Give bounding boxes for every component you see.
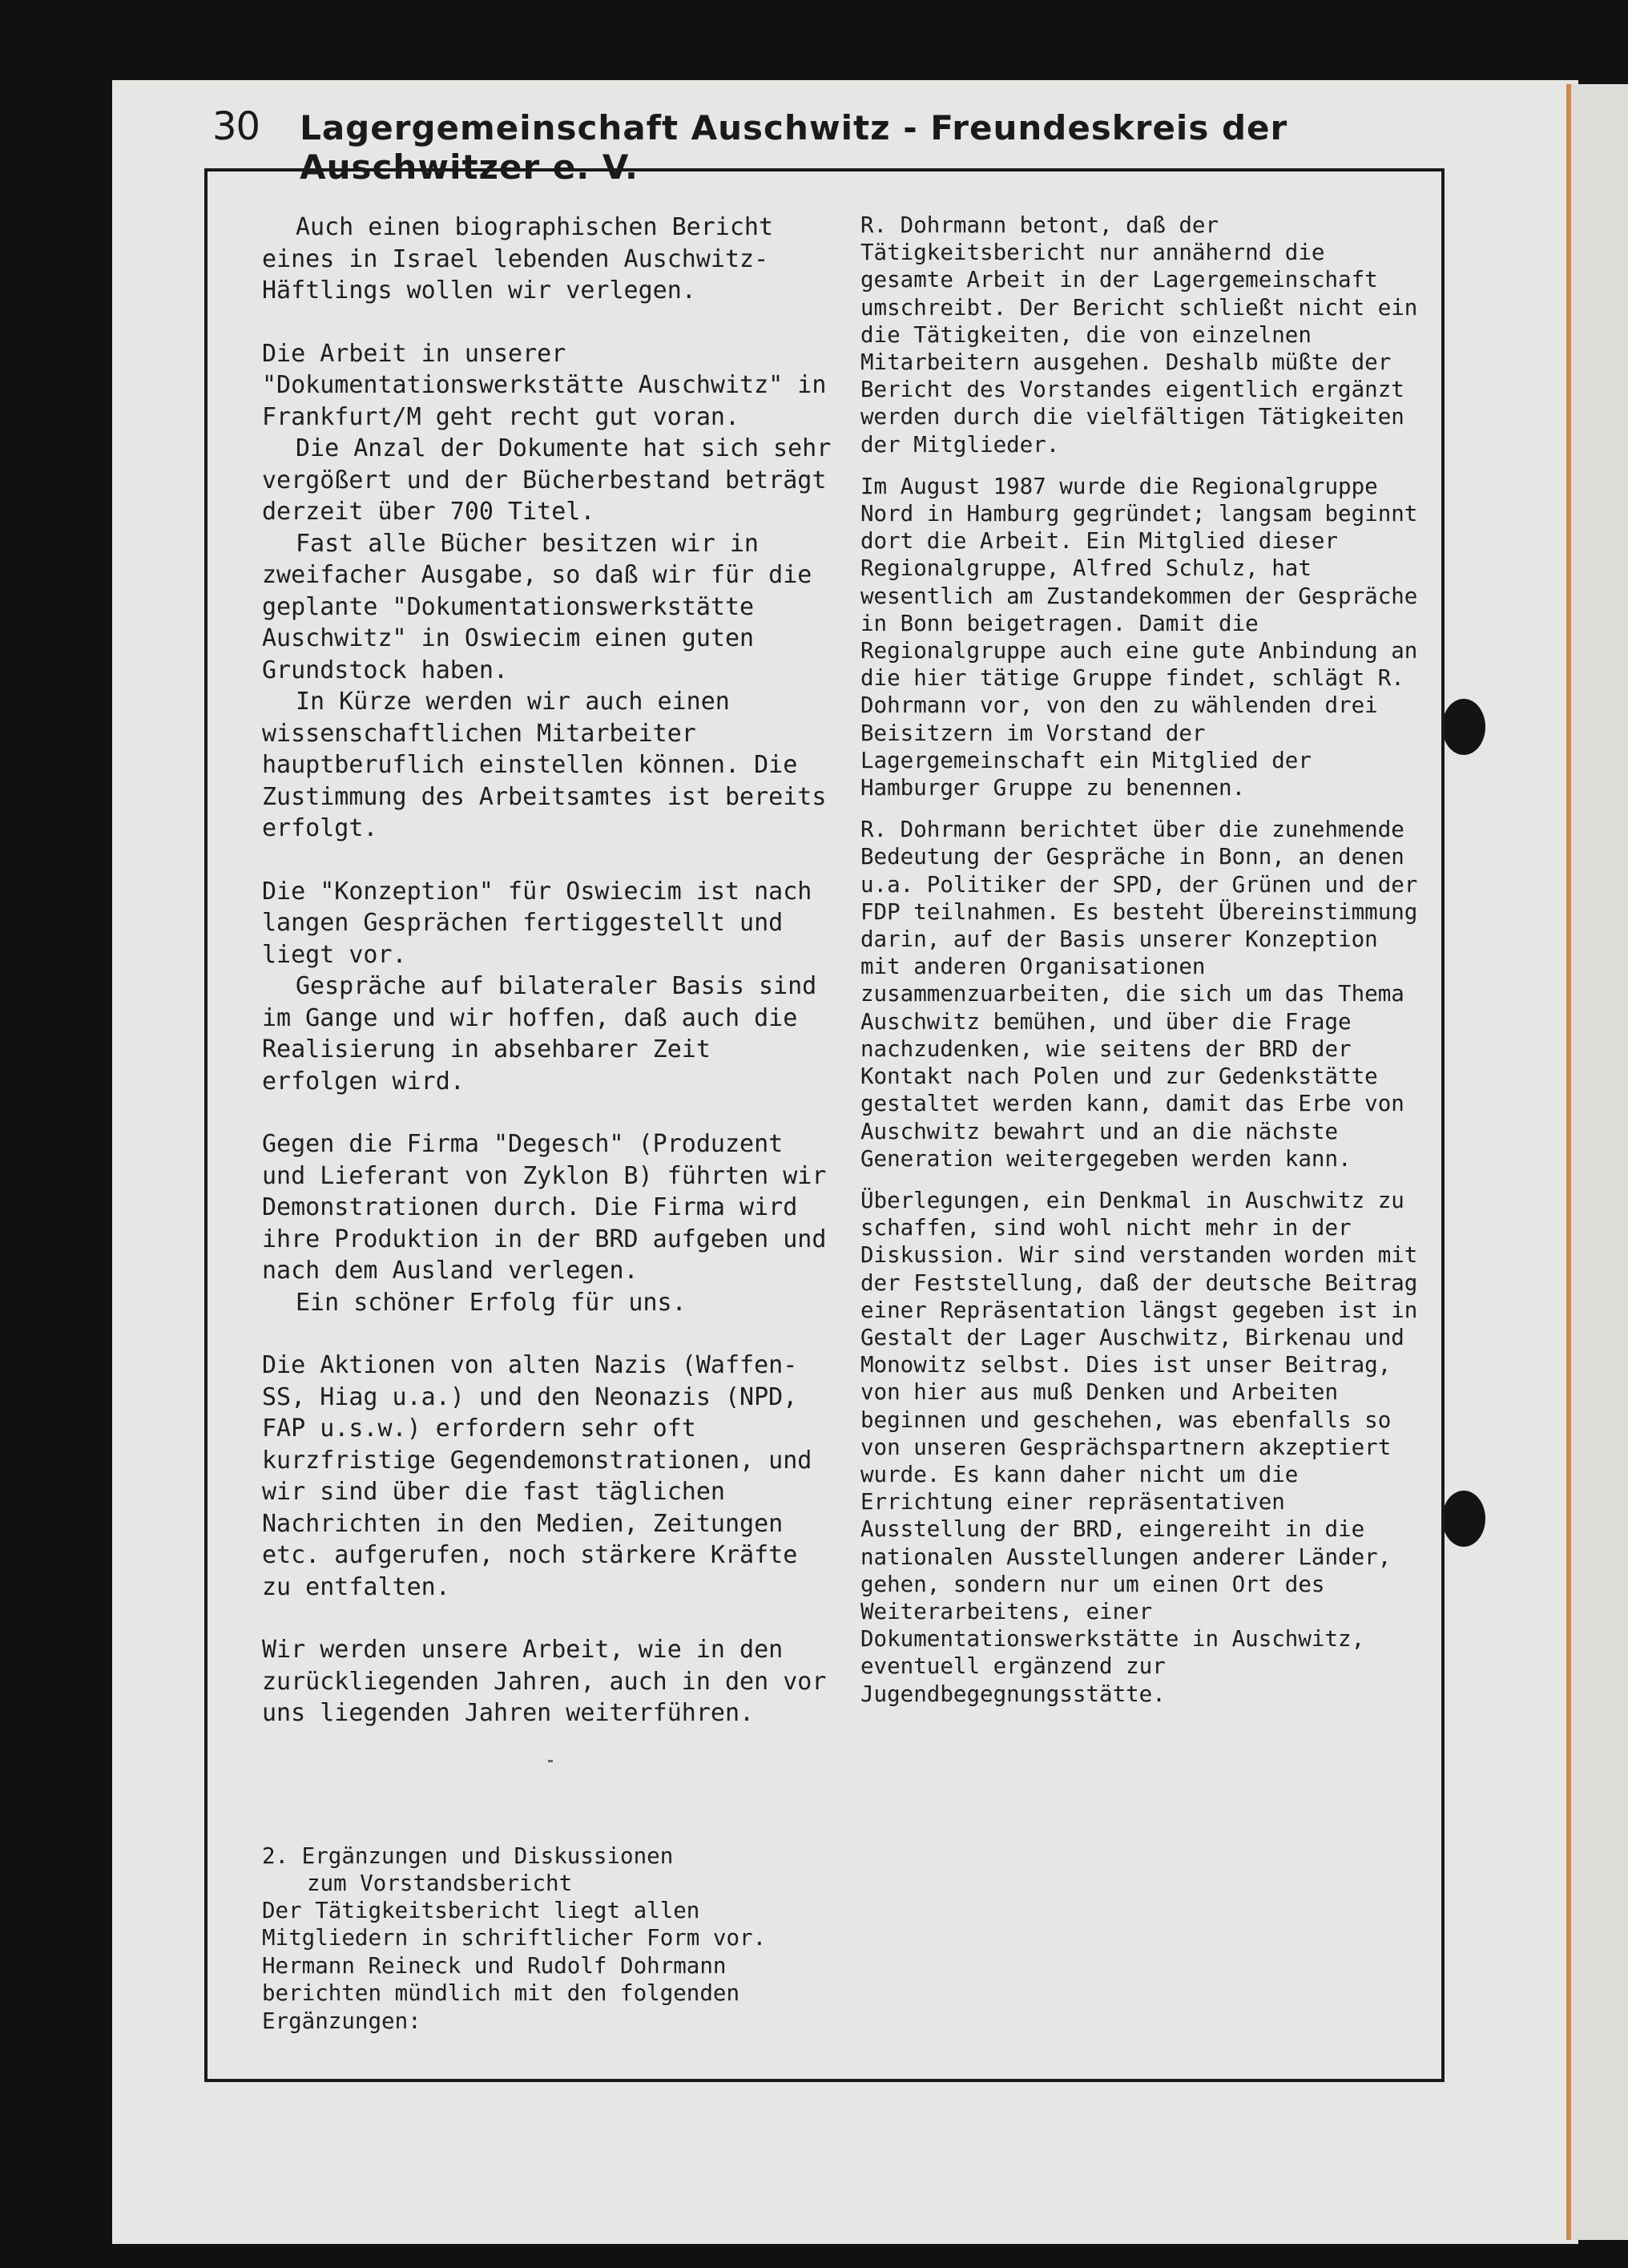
section-heading xyxy=(262,1842,839,1897)
punch-hole-lower xyxy=(1442,1491,1485,1547)
paragraph: Ein schöner Erfolg für uns. xyxy=(296,1288,687,1317)
paragraph: Gegen die Firma "Degesch" (Produzent und Lieferant von Zyklon B) führten wir Demonstrationen durch. Die Firma wird ihre Produktion in der BRD aufgeben und nach dem Ausland verlegen. xyxy=(262,1130,827,1285)
paragraph: Auch einen biographischen Bericht eines in Israel lebenden Auschwitz-Häftlings wollen wir verlegen. xyxy=(262,213,774,305)
paragraph: Wir werden unsere Arbeit, wie in den zurückliegenden Jahren, auch in den vor uns liegenden Jahren weiterführen. xyxy=(262,1636,827,1727)
header-title: Lagergemeinschaft Auschwitz - Freundeskreis der Auschwitzer e. V. xyxy=(300,108,1288,187)
paragraph: Gespräche auf bilateraler Basis sind im Gange und wir hoffen, daß auch die Realisierung in absehbarer Zeit erfolgen wird. xyxy=(262,972,817,1096)
divider-mark xyxy=(548,1760,553,1762)
paragraph: Die "Konzeption" für Oswiecim ist nach langen Gesprächen fertiggestellt und liegt vor. xyxy=(262,877,812,969)
page-header xyxy=(212,104,1462,187)
text-frame xyxy=(204,168,1445,2082)
paragraph: In Kürze werden wir auch einen wissenschaftlichen Mitarbeiter hauptberuflich einstellen können. Die Zustimmung des Arbeitsamtes ist bereits erfolgt. xyxy=(262,688,827,842)
paragraph: Die Anzal der Dokumente hat sich sehr vergößert und der Bücherbestand beträgt derzeit über 700 Titel. xyxy=(262,434,832,526)
left-column xyxy=(262,212,839,2035)
paragraph: Die Aktionen von alten Nazis (Waffen-SS, Hiag u.a.) und den Neonazis (NPD, FAP u.s.w.) erfordern sehr oft kurzfristige Gegendemonstrationen, und wir sind über die fast täglichen Nachrichten in den Medien, Zeitungen etc. aufgerufen, noch stärkere Kräfte zu entfalten. xyxy=(262,1351,812,1601)
section-heading-line: 2. Ergänzungen und Diskussionen xyxy=(262,1842,674,1869)
paragraph: Fast alle Bücher besitzen wir in zweifacher Ausgabe, so daß wir für die geplante "Dokumentationswerkstätte Auschwitz" in Oswiecim einen guten Grundstock haben. xyxy=(262,529,812,684)
section-heading-line: zum Vorstandsbericht xyxy=(307,1870,573,1896)
punch-hole-upper xyxy=(1442,699,1485,755)
paragraph: Überlegungen, ein Denkmal in Auschwitz zu schaffen, sind wohl nicht mehr in der Diskussion. Wir sind verstanden worden mit der Feststellung, daß der deutsche Beitrag einer Repräsentation längst gegeben ist in Gestalt der Lager Auschwitz, Birkenau und Monowitz selbst. Dies ist unser Beitrag, von hier aus muß Denken und Arbeiten beginnen und geschehen, was ebenfalls so von unseren Gesprächspartnern akzeptiert wurde. Es kann daher nicht um die Errichtung einer repräsentativen Ausstellung der BRD, eingereiht in die nationalen Ausstellungen anderer Länder, gehen, sondern nur um einen Ort des Weiterarbeitens, einer Dokumentationswerkstätte in Auschwitz, eventuell ergänzend zur Jugendbegegnungsstätte. xyxy=(860,1187,1418,1707)
paragraph: R. Dohrmann betont, daß der Tätigkeitsbericht nur annähernd die gesamte Arbeit in der Lagergemeinschaft umschreibt. Der Bericht schließt nicht ein die Tätigkeiten, die von einzelnen Mitarbeitern ausgehen. Deshalb müßte der Bericht des Vorstandes eigentlich ergänzt werden durch die vielfältigen Tätigkeiten der Mitglieder. xyxy=(860,212,1418,458)
paragraph: Die Arbeit in unserer "Dokumentationswerkstätte Auschwitz" in Frankfurt/M geht recht gut voran. xyxy=(262,339,827,431)
paragraph: Im August 1987 wurde die Regionalgruppe Nord in Hamburg gegründet; langsam beginnt dort die Arbeit. Ein Mitglied dieser Regionalgruppe, Alfred Schulz, hat wesentlich am Zustandekommen der Gespräche in Bonn beigetragen. Damit die Regionalgruppe auch eine gute Anbindung an die hier tätige Gruppe findet, schlägt R. Dohrmann vor, von den zu wählenden drei Beisitzern im Vorstand der Lagergemeinschaft ein Mitglied der Hamburger Gruppe zu benennen. xyxy=(860,473,1418,801)
right-column xyxy=(860,212,1429,1708)
paragraph: Der Tätigkeitsbericht liegt allen Mitgliedern in schriftlicher Form vor. Hermann Reineck und Rudolf Dohrmann berichten mündlich mit den folgenden Ergänzungen: xyxy=(262,1897,767,2034)
page-number: 30 xyxy=(212,104,260,149)
paragraph: R. Dohrmann berichtet über die zunehmende Bedeutung der Gespräche in Bonn, an denen u.a. Politiker der SPD, der Grünen und der FDP teilnahmen. Es besteht Übereinstimmung darin, auf der Basis unserer Konzeption mit anderen Organisationen zusammenzuarbeiten, die sich um das Thema Auschwitz bemühen, und über die Frage nachzudenken, wie seitens der BRD der Kontakt nach Polen und zur Gedenkstätte gestaltet werden kann, damit das Erbe von Auschwitz bewahrt und an die nächste Generation weitergegeben werden kann. xyxy=(860,817,1418,1172)
adjacent-page-edge xyxy=(1566,84,1628,2240)
